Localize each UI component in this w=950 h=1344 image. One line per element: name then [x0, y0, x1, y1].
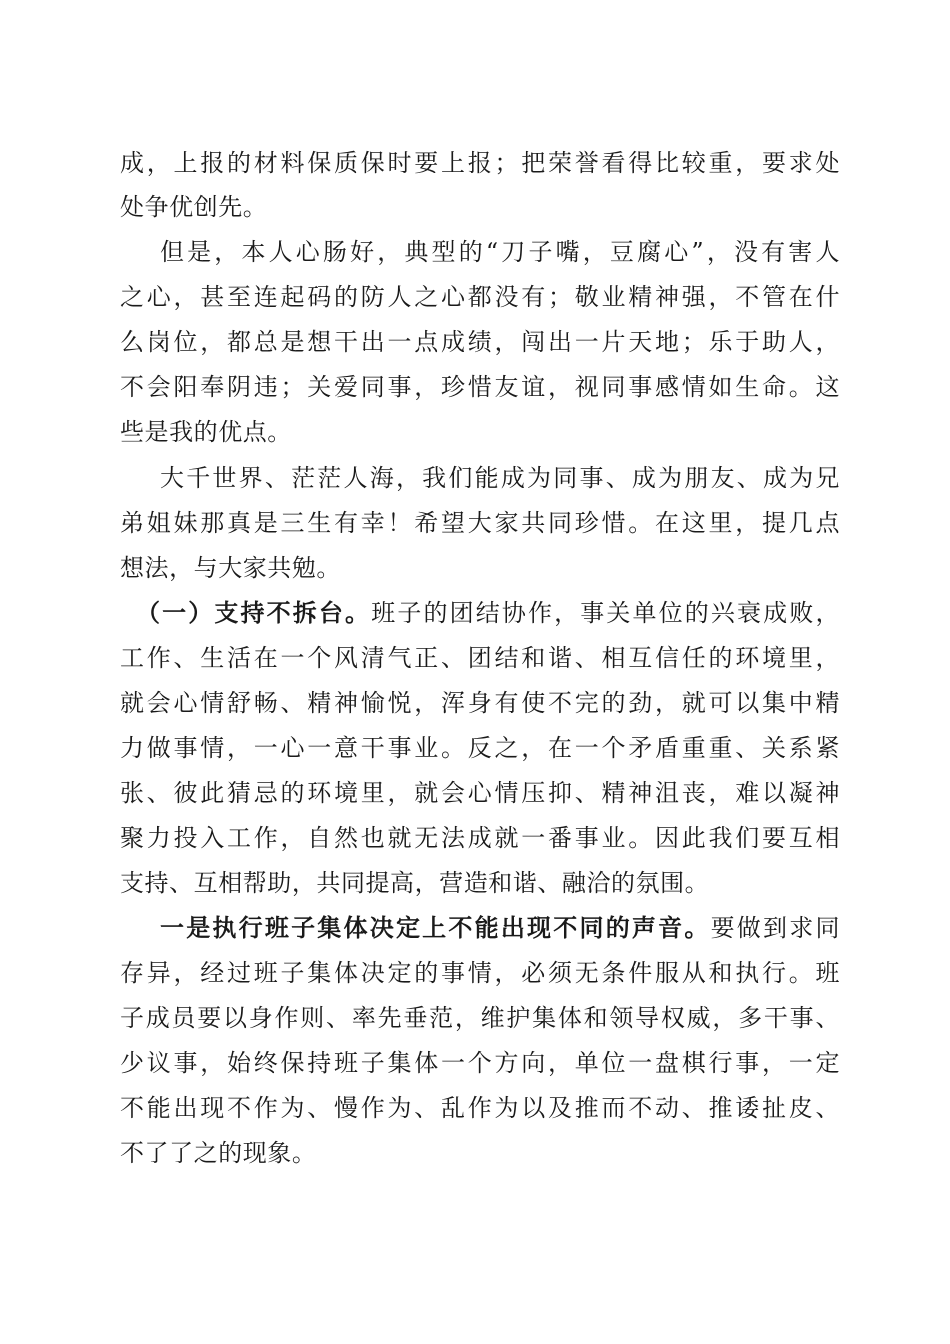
text-line: 张、彼此猜忌的环境里，就会心情压抑、精神沮丧，难以凝神	[120, 779, 840, 807]
text-line: 不了了之的现象。	[120, 1139, 317, 1167]
text-line: 么岗位，都总是想干出一点成绩，闯出一片天地；乐于助人，	[120, 328, 840, 356]
section-one-line	[136, 597, 840, 629]
text-line: 弟姐妹那真是三生有幸！希望大家共同珍惜。在这里，提几点	[120, 509, 840, 537]
text-line: 力做事情，一心一意干事业。反之，在一个矛盾重重、关系紧	[120, 734, 840, 762]
text-line: 子成员要以身作则、率先垂范，维护集体和领导权威，多干事、	[120, 1004, 840, 1032]
text-line: 工作、生活在一个风清气正、团结和谐、相互信任的环境里，	[120, 644, 840, 672]
text-line: 不会阳奉阴违；关爱同事，珍惜友谊，视同事感情如生命。这	[120, 373, 840, 401]
text-line: 少议事，始终保持班子集体一个方向，单位一盘棋行事，一定	[120, 1049, 840, 1077]
text-line: 想法，与大家共勉。	[120, 554, 341, 582]
point-one-heading: 一是执行班子集体决定上不能出现不同的声音。	[160, 913, 711, 942]
text-line: 成，上报的材料保质保时要上报；把荣誉看得比较重，要求处	[120, 149, 840, 177]
point-one-line	[160, 912, 840, 944]
text-line: 些是我的优点。	[120, 418, 292, 446]
point-one-text: 要做到求同	[710, 914, 840, 942]
text-line: 就会心情舒畅、精神愉悦，浑身有使不完的劲，就可以集中精	[120, 689, 840, 717]
text-line: 支持、互相帮助，共同提高，营造和谐、融洽的氛围。	[120, 869, 710, 897]
text-line: 不能出现不作为、慢作为、乱作为以及推而不动、推诿扯皮、	[120, 1094, 840, 1122]
section-one-text: 班子的团结协作，事关单位的兴衰成败，	[371, 599, 841, 627]
section-one-heading: （一）支持不拆台。	[136, 598, 372, 627]
text-line: 之心，甚至连起码的防人之心都没有；敬业精神强，不管在什	[120, 283, 840, 311]
text-line: 聚力投入工作，自然也就无法成就一番事业。因此我们要互相	[120, 824, 840, 852]
text-line: 但是，本人心肠好，典型的“刀子嘴，豆腐心”，没有害人	[160, 238, 840, 266]
text-line: 大千世界、茫茫人海，我们能成为同事、成为朋友、成为兄	[160, 464, 840, 492]
text-line: 存异，经过班子集体决定的事情，必须无条件服从和执行。班	[120, 959, 840, 987]
text-line: 处争优创先。	[120, 193, 268, 221]
